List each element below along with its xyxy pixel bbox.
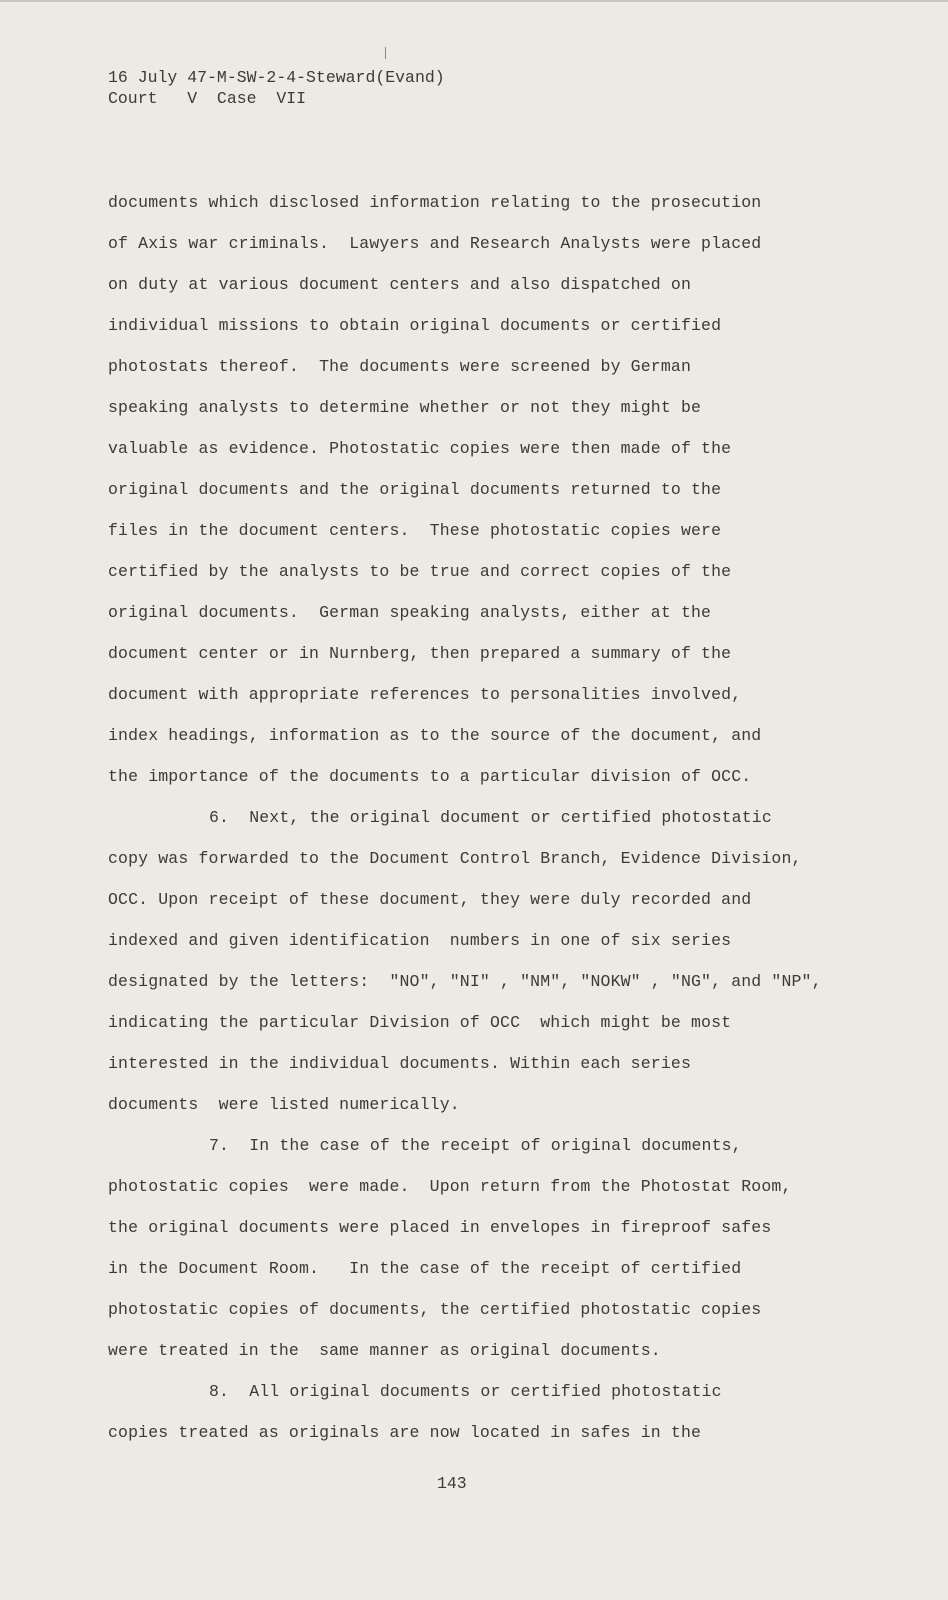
paragraph-6-first-line: 6. Next, the original document or certified photostatic [209, 808, 772, 827]
body-line: indicating the particular Division of OCC which might be most [108, 1013, 732, 1032]
body-line: the original documents were placed in envelopes in fireproof safes [108, 1218, 772, 1237]
body-line: index headings, information as to the source of the document, and [108, 726, 762, 745]
body-line: original documents. German speaking analysts, either at the [108, 603, 712, 622]
page-number: 143 [437, 1474, 467, 1493]
body-line: copy was forwarded to the Document Control Branch, Evidence Division, [108, 849, 802, 868]
document-header [108, 67, 445, 109]
body-line: document center or in Nurnberg, then prepared a summary of the [108, 644, 732, 663]
body-line: in the Document Room. In the case of the receipt of certified [108, 1259, 742, 1278]
paragraph-8-first-line: 8. All original documents or certified photostatic [209, 1382, 722, 1401]
body-line: OCC. Upon receipt of these document, they were duly recorded and [108, 890, 752, 909]
body-line: on duty at various document centers and also dispatched on [108, 275, 691, 294]
body-line: certified by the analysts to be true and correct copies of the [108, 562, 732, 581]
header-line-court-case: Court V Case VII [108, 89, 307, 108]
body-line: designated by the letters: "NO", "NI" , "NM", "NOKW" , "NG", and "NP", [108, 972, 822, 991]
header-line-date-reference: 16 July 47-M-SW-2-4-Steward(Evand) [108, 68, 445, 87]
body-line: photostatic copies were made. Upon return from the Photostat Room, [108, 1177, 792, 1196]
body-line: photostats thereof. The documents were screened by German [108, 357, 691, 376]
body-line: of Axis war criminals. Lawyers and Research Analysts were placed [108, 234, 762, 253]
body-line: the importance of the documents to a particular division of OCC. [108, 767, 752, 786]
body-line: copies treated as originals are now located in safes in the [108, 1423, 702, 1442]
paragraph-7-first-line: 7. In the case of the receipt of original documents, [209, 1136, 742, 1155]
body-line: original documents and the original documents returned to the [108, 480, 722, 499]
body-line: document with appropriate references to personalities involved, [108, 685, 742, 704]
body-line: photostatic copies of documents, the certified photostatic copies [108, 1300, 762, 1319]
body-line: indexed and given identification numbers in one of six series [108, 931, 732, 950]
body-line: documents which disclosed information relating to the prosecution [108, 193, 762, 212]
body-line: interested in the individual documents. Within each series [108, 1054, 691, 1073]
page-top-edge [0, 0, 948, 2]
body-line: individual missions to obtain original documents or certified [108, 316, 722, 335]
body-line: valuable as evidence. Photostatic copies were then made of the [108, 439, 732, 458]
margin-mark [385, 47, 386, 59]
body-line: were treated in the same manner as original documents. [108, 1341, 661, 1360]
body-line: files in the document centers. These photostatic copies were [108, 521, 722, 540]
body-line: speaking analysts to determine whether or not they might be [108, 398, 702, 417]
body-line: documents were listed numerically. [108, 1095, 460, 1114]
